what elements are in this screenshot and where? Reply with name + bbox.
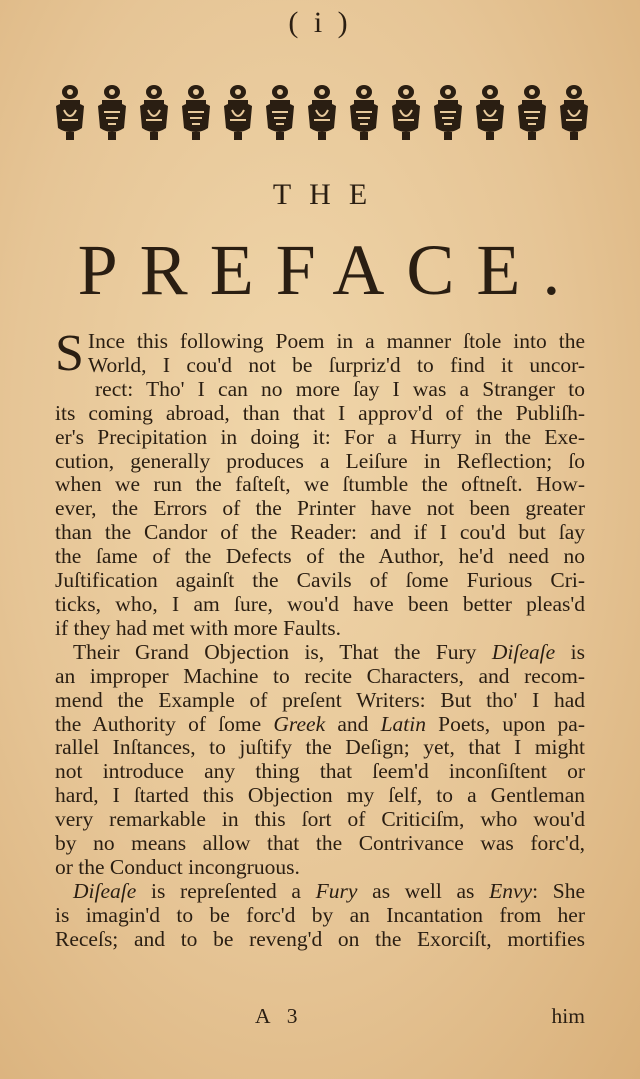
text-line: Juſtification againſt the Cavils of ſome Furious Cri- xyxy=(55,568,585,593)
crown-ornament-icon xyxy=(94,82,130,142)
text-line: World, I cou'd not be ſurpriz'd to find it uncor- xyxy=(87,352,585,377)
crown-ornament-icon xyxy=(430,82,466,142)
text-line: its coming abroad, than that I approv'd of the Publiſh- xyxy=(55,400,585,425)
drop-cap: S xyxy=(55,325,84,382)
preface-body xyxy=(55,325,586,952)
crown-ornament-icon xyxy=(262,82,298,142)
text-line: ever, the Errors of the Printer have not been greater xyxy=(55,496,585,521)
text-line: not introduce any thing that ſeem'd inconſiſtent or xyxy=(55,759,585,784)
text-line: by no means allow that the Contrivance was forc'd, xyxy=(55,831,585,856)
crown-ornament-icon xyxy=(514,82,550,142)
page-footer xyxy=(55,1004,585,1032)
signature-mark: A 3 xyxy=(255,1004,304,1028)
crown-ornament-icon xyxy=(472,82,508,142)
catchword: him xyxy=(551,1004,585,1028)
text-line: Their Grand Objection is, That the Fury Diſeaſe is xyxy=(73,639,586,664)
text-line: is imagin'd to be forc'd by an Incantation from her xyxy=(55,902,585,927)
text-line: if they had met with more Faults. xyxy=(55,615,342,640)
text-line: when we run the faſteſt, we ſtumble the oftneſt. How- xyxy=(55,472,585,497)
text-line: an improper Machine to recite Characters, and recom- xyxy=(55,663,585,688)
text-line: or the Conduct incongruous. xyxy=(55,854,300,879)
crown-ornament-icon xyxy=(388,82,424,142)
text-line: er's Precipitation in doing it: For a Hurry in the Exe- xyxy=(55,424,585,449)
text-line: hard, I ſtarted this Objection my ſelf, to a Gentleman xyxy=(55,783,585,808)
text-line: very remarkable in this ſort of Criticiſm, who wou'd xyxy=(55,807,585,832)
preface-title: PREFACE. xyxy=(77,230,583,310)
page-number: ( i ) xyxy=(288,6,352,39)
text-line: than the Candor of the Reader: and if I cou'd but ſay xyxy=(55,520,585,545)
ornament-band xyxy=(52,80,592,144)
text-line: mend the Example of preſent Writers: But tho' I had xyxy=(55,687,585,712)
text-line: the Authority of ſome Greek and Latin Poets, upon pa- xyxy=(55,711,586,736)
text-line: the ſame of the Defects of the Author, he'd need no xyxy=(55,544,585,569)
crown-ornament-icon xyxy=(556,82,592,142)
text-line: Ince this following Poem in a manner ſtole into the xyxy=(87,329,585,353)
crown-ornament-icon xyxy=(178,82,214,142)
crown-ornament-icon xyxy=(304,82,340,142)
crown-ornament-icon xyxy=(346,82,382,142)
text-line: ticks, who, I am ſure, wou'd have been better pleas'd xyxy=(55,591,585,616)
text-line: rallel Inſtances, to juſtify the Deſign; yet, that I might xyxy=(55,735,585,760)
crown-ornament-icon xyxy=(136,82,172,142)
text-line: rect: Tho' I can no more ſay I was a Stranger to xyxy=(95,376,585,401)
crown-ornament-icon xyxy=(52,82,88,142)
text-line: cution, generally produces a Leiſure in Reflection; ſo xyxy=(55,448,585,473)
crown-ornament-icon xyxy=(220,82,256,142)
text-line: Diſeaſe is repreſented a Fury as well as Envy: She xyxy=(73,878,585,903)
heading-the: THE xyxy=(272,178,386,211)
text-line: Receſs; and to be reveng'd on the Exorciſt, mortifies xyxy=(55,926,585,951)
